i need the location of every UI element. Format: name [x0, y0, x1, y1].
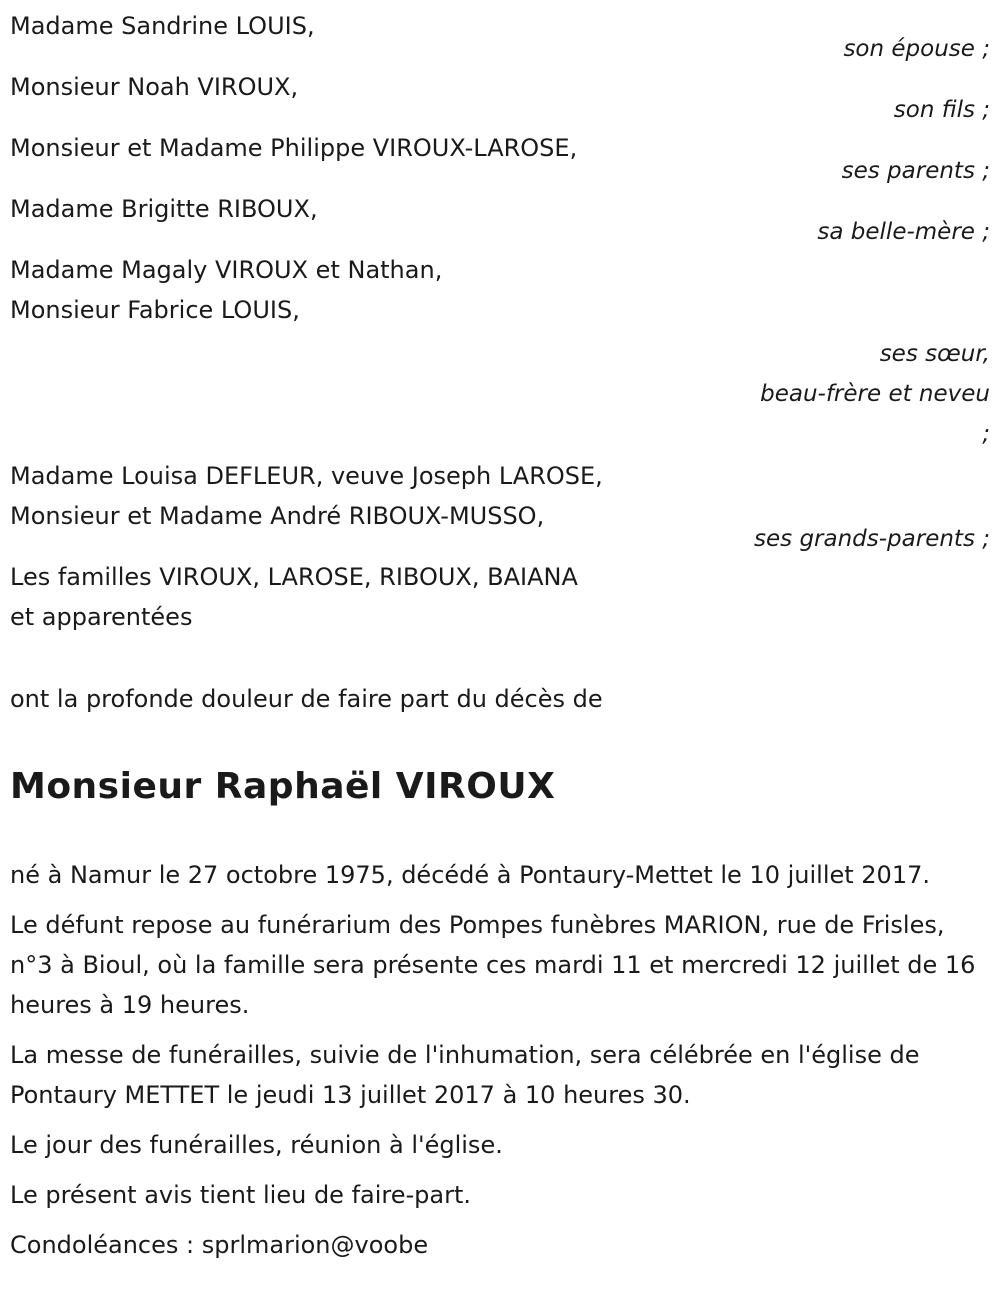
funerarium-paragraph: Le défunt repose au funérarium des Pompes funèbres MARION, rue de Frisles, n°3 à Bioul, où la famille sera présente ces mardi 11 et mercredi 12 juillet de 16 heures à 19 heures. — [10, 911, 976, 1019]
family-entry — [10, 557, 990, 637]
family-name-line: Monsieur Noah VIROUX, — [10, 73, 299, 101]
family-relation: ; — [982, 421, 990, 447]
family-name-line: Monsieur et Madame André RIBOUX-MUSSO, — [10, 502, 545, 530]
family-entry — [10, 250, 990, 454]
family-entry — [10, 128, 990, 191]
family-name-line: Monsieur Fabrice LOUIS, — [10, 296, 300, 324]
family-relation: ses grands-parents ; — [754, 526, 990, 552]
birth-death-paragraph: né à Namur le 27 octobre 1975, décédé à Pontaury-Mettet le 10 juillet 2017. — [10, 861, 930, 889]
family-relation: ses parents ; — [841, 158, 990, 184]
family-entry — [10, 456, 990, 559]
family-name-line: Madame Louisa DEFLEUR, veuve Joseph LAROSE, — [10, 462, 603, 490]
family-relation: ses sœur, — [879, 341, 990, 367]
family-name-line: Madame Sandrine LOUIS, — [10, 12, 315, 40]
family-relation: sa belle-mère ; — [817, 219, 990, 245]
family-entry — [10, 6, 990, 69]
family-name-line: Madame Magaly VIROUX et Nathan, — [10, 256, 443, 284]
family-relation: son épouse ; — [843, 36, 990, 62]
family-name-line: et apparentées — [10, 603, 193, 631]
deceased-name: Monsieur Raphaël VIROUX — [10, 766, 556, 807]
family-entry — [10, 189, 990, 252]
intro-text: ont la profonde douleur de faire part du décès de — [10, 685, 603, 713]
family-name-line: Les familles VIROUX, LAROSE, RIBOUX, BAIANA — [10, 563, 578, 591]
family-relation-group — [10, 334, 990, 454]
family-name-line: Monsieur et Madame Philippe VIROUX-LAROSE, — [10, 134, 578, 162]
meeting-paragraph: Le jour des funérailles, réunion à l'église. — [10, 1131, 503, 1159]
obituary-notice — [10, 6, 990, 1265]
mass-paragraph: La messe de funérailles, suivie de l'inhumation, sera célébrée en l'église de Pontaury METTET le jeudi 13 juillet 2017 à 10 heures 30. — [10, 1041, 920, 1109]
family-relation: son fils ; — [893, 97, 990, 123]
notice-paragraph: Le présent avis tient lieu de faire-part. — [10, 1181, 472, 1209]
condolences-paragraph: Condoléances : sprlmarion@voobe — [10, 1231, 429, 1259]
family-entry — [10, 67, 990, 130]
family-relation: beau-frère et neveu — [760, 381, 990, 407]
funeral-details — [10, 855, 990, 1265]
family-name-line: Madame Brigitte RIBOUX, — [10, 195, 318, 223]
